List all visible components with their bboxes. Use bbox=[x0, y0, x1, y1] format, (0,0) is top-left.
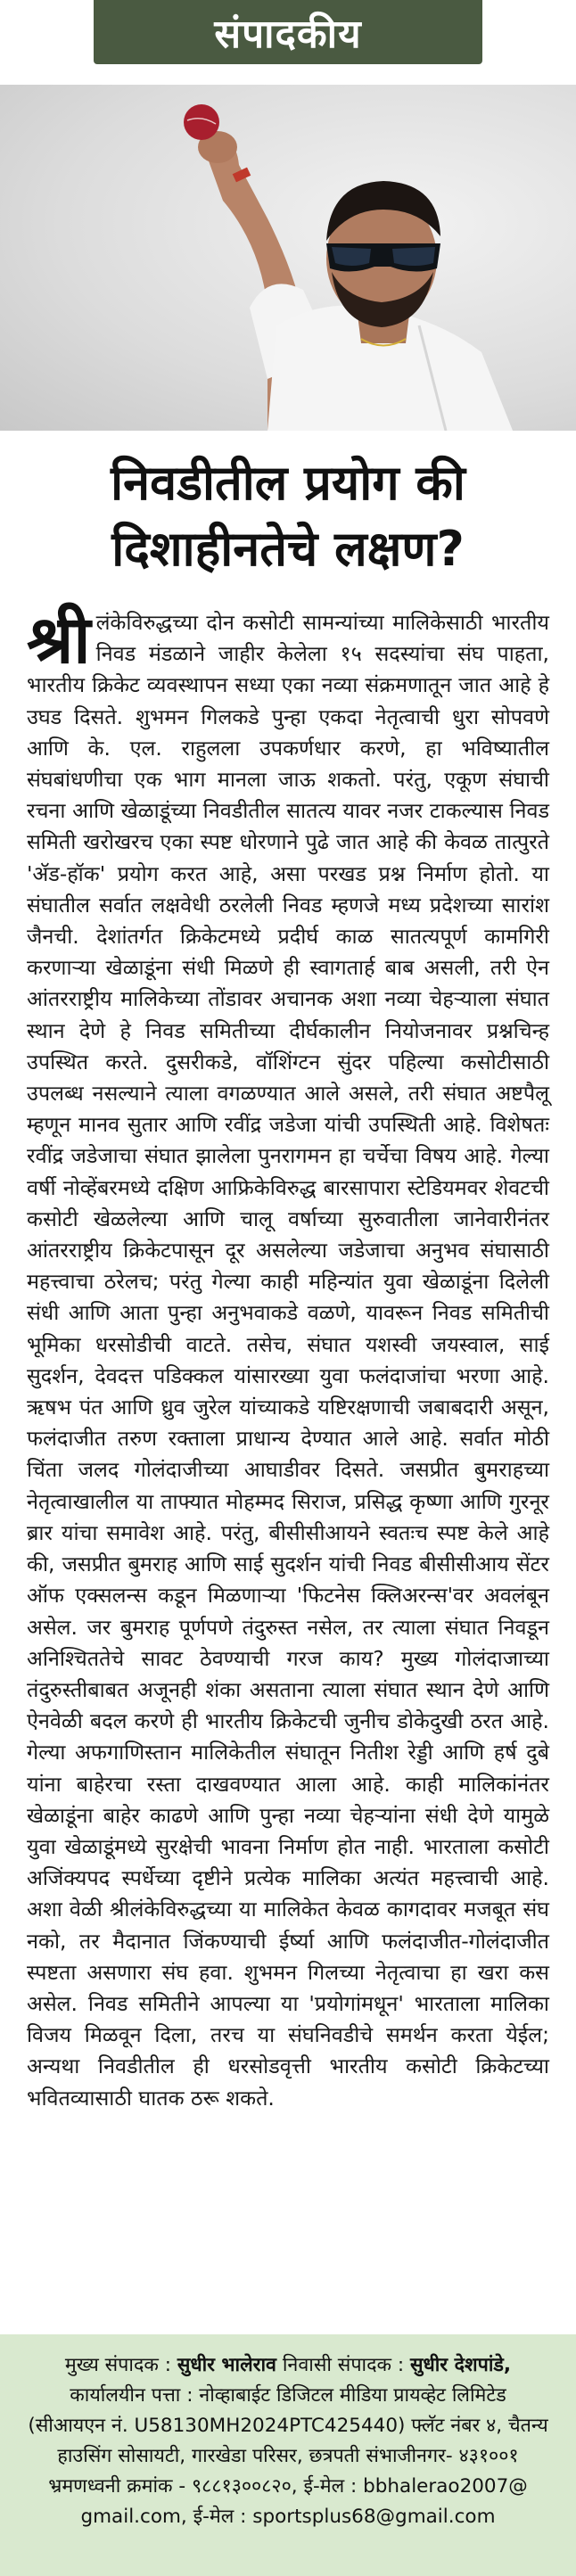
imprint-editors bbox=[23, 2350, 553, 2381]
headline-line-2: दिशाहीनतेचे लक्षण? bbox=[111, 521, 465, 577]
article-photo bbox=[0, 85, 576, 431]
editor-name: सुधीर भालेराव bbox=[177, 2354, 276, 2376]
resident-editor-label: निवासी संपादक : bbox=[282, 2354, 405, 2376]
imprint-phone-email: भ्रमणध्वनी क्रमांक - ९८८१३००८२०, ई-मेल : bbhalerao2007@ bbox=[48, 2475, 528, 2498]
headline bbox=[0, 431, 576, 582]
imprint-email: gmail.com, ई-मेल : sportsplus68@gmail.com bbox=[80, 2506, 496, 2528]
section-label: संपादकीय bbox=[214, 12, 362, 57]
imprint-locality: हाउसिंग सोसायटी, गारखेडा परिसर, छत्रपती संभाजीनगर- ४३१००१ bbox=[57, 2445, 519, 2467]
imprint-office-address: कार्यालयीन पत्ता : नोव्हाबाईट डिजिटल मीडिया प्रायव्हेट लिमिटेड bbox=[70, 2384, 506, 2407]
editor-label: मुख्य संपादक : bbox=[64, 2354, 171, 2376]
article-text: लंकेविरुद्धच्या दोन कसोटी सामन्यांच्या मालिकेसाठी भारतीय निवड मंडळाने जाहीर केलेला १५ सदस्यांचा संघ पाहता, भारतीय क्रिकेट व्यवस्थापन सध्या एका नव्या संक्रमणातून जात आहे हे उघड दिसते. शुभमन गिलकडे पुन्हा एकदा नेतृत्वाची धुरा सोपवणे आणि के. एल. राहुलला उपकर्णधार करणे, हा भविष्यातील संघबांधणीचा एक भाग मानला जाऊ शकतो. परंतु, एकूण संघाची रचना आणि खेळाडूंच्या निवडीतील सातत्य यावर नजर टाकल्यास निवड समिती खरोखरच एका स्पष्ट धोरणाने पुढे जात आहे की केवळ तात्पुरते 'ॲड-हॉक' प्रयोग करत आहे, असा परखड प्रश्न निर्माण होतो. या संघातील सर्वात लक्षवेधी ठरलेली निवड म्हणजे मध्य प्रदेशच्या सारांश जैनची. देशांतर्गत क्रिकेटमध्ये प्रदीर्घ काळ सातत्यपूर्ण कामगिरी करणाऱ्या खेळाडूंना संधी मिळणे ही स्वागतार्ह बाब असली, तरी ऐन आंतरराष्ट्रीय मालिकेच्या तोंडावर अचानक अशा नव्या चेहऱ्याला संघात स्थान देणे हे निवड समितीच्या दीर्घकालीन नियोजनावर प्रश्नचिन्ह उपस्थित करते. दुसरीकडे, वॉशिंग्टन सुंदर पहिल्या कसोटीसाठी उपलब्ध नसल्याने त्याला वगळण्यात आले असले, तरी संघात अष्टपैलू म्हणून मानव सुतार आणि रवींद्र जडेजा यांची उपस्थिती आहे. विशेषतः रवींद्र जडेजाचा संघात झालेला पुनरागमन हा चर्चेचा विषय आहे. गेल्या वर्षी नोव्हेंबरमध्ये दक्षिण आफ्रिकेविरुद्ध बारसापारा स्टेडियमवर शेवटची कसोटी खेळलेल्या आणि चालू वर्षाच्या सुरुवातीला जानेवारीनंतर आंतरराष्ट्रीय क्रिकेटपासून दूर असलेल्या जडेजाचा अनुभव संघासाठी महत्त्वाचा ठरेलच; परंतु गेल्या काही महिन्यांत युवा खेळाडूंना दिलेली संधी आणि आता पुन्हा अनुभवाकडे वळणे, यावरून निवड समितीची भूमिका धरसोडीची वाटते. तसेच, संघात यशस्वी जयस्वाल, साई सुदर्शन, देवदत्त पडिक्कल यांसारख्या युवा फलंदाजांचा भरणा आहे. ऋषभ पंत आणि ध्रुव जुरेल यांच्याकडे यष्टिरक्षणाची जबाबदारी असून, फलंदाजीत तरुण रक्ताला प्राधान्य देण्यात आले आहे. सर्वात मोठी चिंता जलद गोलंदाजीच्या आघाडीवर दिसते. जसप्रीत बुमराहच्या नेतृत्वाखालील या ताफ्यात मोहम्मद सिराज, प्रसिद्ध कृष्णा आणि गुरनूर ब्रार यांचा समावेश आहे. परंतु, बीसीसीआयने स्वतःच स्पष्ट केले आहे की, जसप्रीत बुमराह आणि साई सुदर्शन यांची निवड बीसीसीआय सेंटर ऑफ एक्सलन्स कडून मिळणाऱ्या 'फिटनेस क्लिअरन्स'वर अवलंबून असेल. जर बुमराह पूर्णपणे तंदुरुस्त नसेल, तर त्याला संघात निवडून अनिश्चिततेचे सावट ठेवण्याची गरज काय? मुख्य गोलंदाजाच्या तंदुरुस्तीबाबत अजूनही शंका असताना त्याला संघात स्थान देणे आणि ऐनवेळी बदल करणे ही भारतीय क्रिकेटची जुनीच डोकेदुखी ठरत आहे. गेल्या अफगाणिस्तान मालिकेतील संघातून नितीश रेड्डी आणि हर्ष दुबे यांना बाहेरचा रस्ता दाखवण्यात आला आहे. काही मालिकांनंतर खेळाडूंना बाहेर काढणे आणि पुन्हा नव्या चेहऱ्यांना संधी देणे यामुळे युवा खेळाडूंमध्ये सुरक्षेची भावना निर्माण होत नाही. भारताला कसोटी अजिंक्यपद स्पर्धेच्या दृष्टीने प्रत्येक मालिका अत्यंत महत्त्वाची आहे. अशा वेळी श्रीलंकेविरुद्धच्या या मालिकेत केवळ कागदावर मजबूत संघ नको, तर मैदानात जिंकण्याची ईर्ष्या आणि फलंदाजीत-गोलंदाजीत स्पष्टता असणारा संघ हवा. शुभमन गिलच्या नेतृत्वाचा हा खरा कस असेल. निवड समितीने आपल्या या 'प्रयोगांमधून' भारताला मालिका विजय मिळवून दिला, तरच या संघनिवडीचे समर्थन करता येईल; अन्यथा निवडीतील ही धरसोडवृत्ती भारतीय कसोटी क्रिकेटच्या भवितव्यासाठी घातक ठरू शकते. bbox=[27, 610, 549, 2111]
cricketer-holding-ball-image bbox=[0, 85, 576, 431]
article-body bbox=[0, 582, 576, 2114]
resident-editor-name: सुधीर देशपांडे, bbox=[409, 2354, 512, 2376]
headline-line-1: निवडीतील प्रयोग की bbox=[111, 455, 465, 511]
section-label-tab bbox=[94, 0, 482, 64]
drop-cap: श्री bbox=[27, 602, 91, 679]
imprint-footer bbox=[0, 2334, 576, 2576]
imprint-cin: (सीआयएन नं. U58130MH2024PTC425440) फ्लॅट नंबर ४, चैतन्य bbox=[28, 2415, 548, 2437]
masthead bbox=[0, 0, 576, 85]
